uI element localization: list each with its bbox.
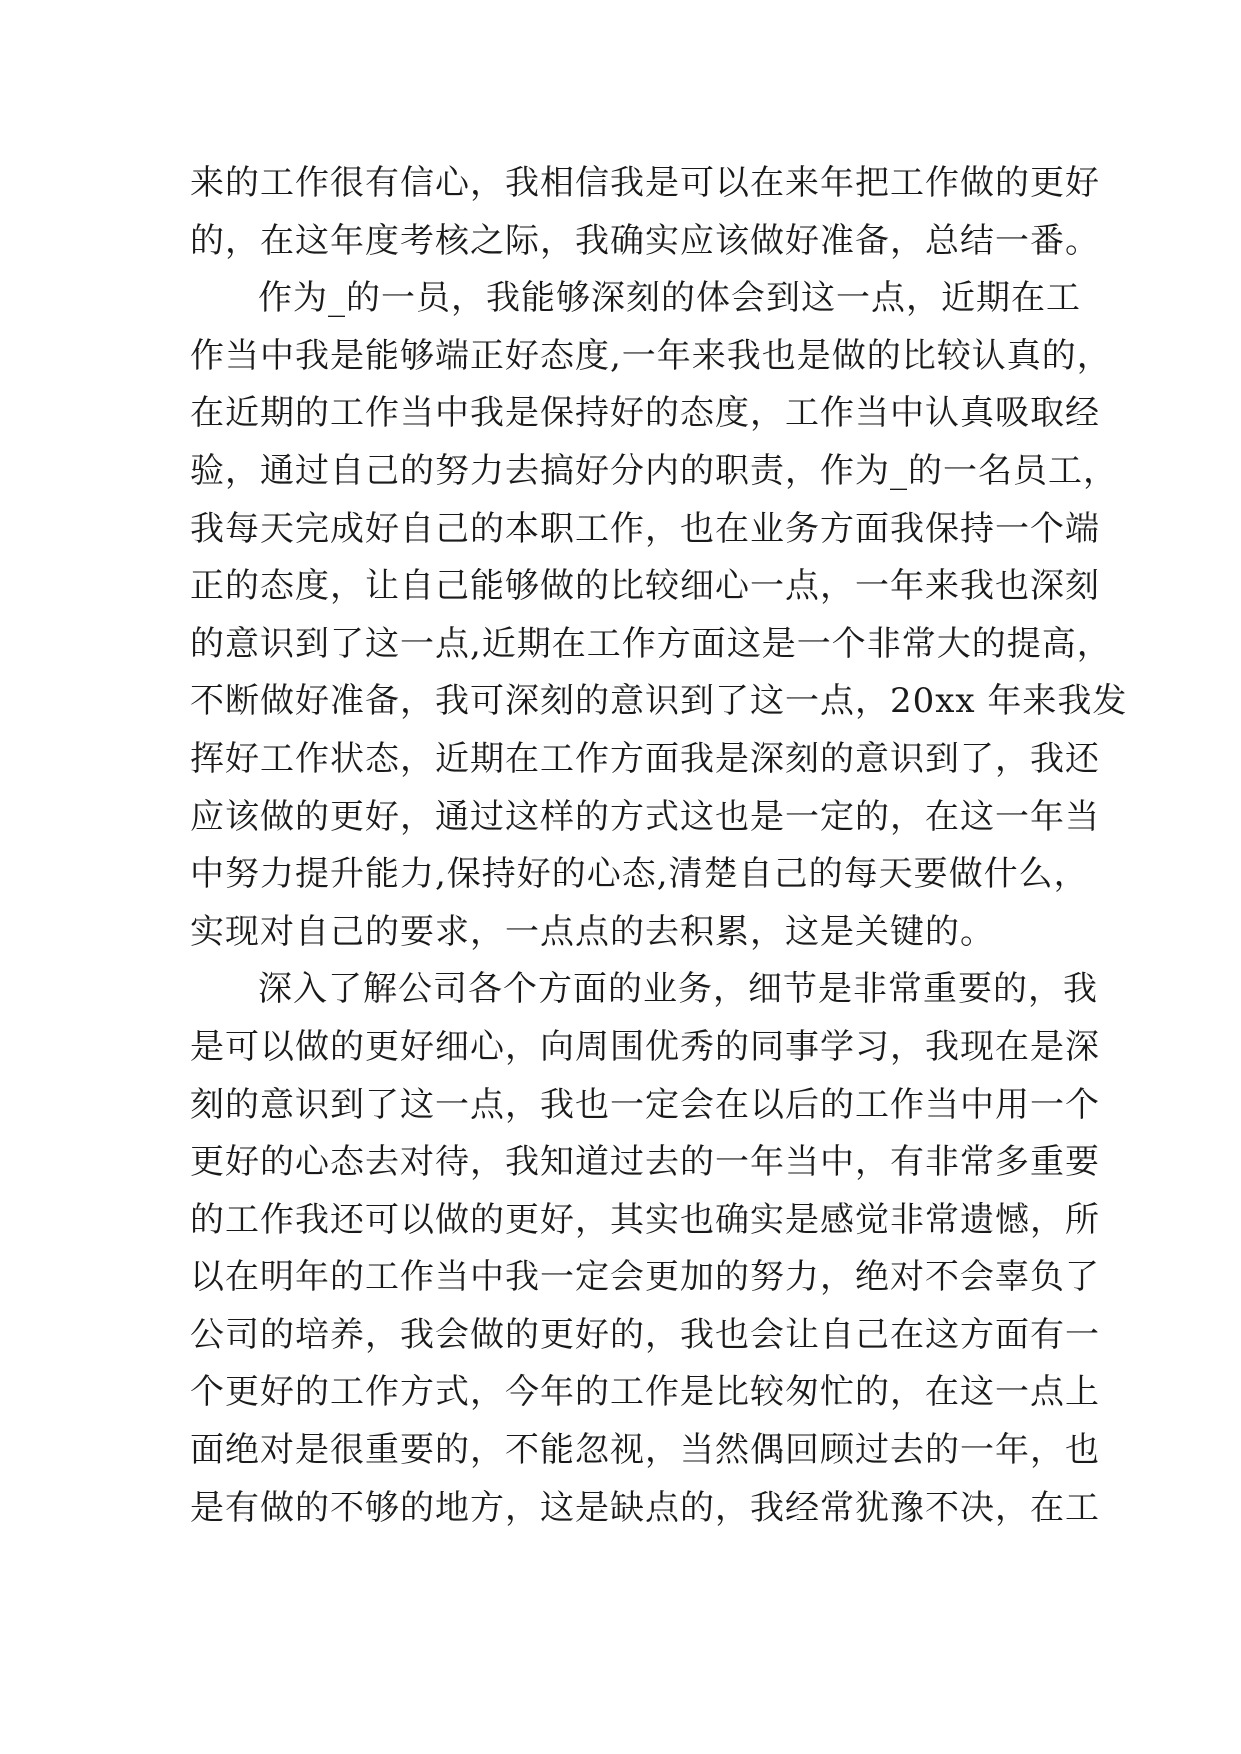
text-line: 不断做好准备，我可深刻的意识到了这一点，20xx 年来我发 <box>190 681 1128 722</box>
paragraph-3 <box>190 961 1100 1537</box>
text-line: 的意识到了这一点,近期在工作方面这是一个非常大的提高， <box>190 623 1112 664</box>
text-line: 的，在这年度考核之际，我确实应该做好准备，总结一番。 <box>190 220 1100 261</box>
text-line: 正的态度，让自己能够做的比较细心一点，一年来我也深刻 <box>190 566 1100 607</box>
text-line: 实现对自己的要求，一点点的去积累，这是关键的。 <box>190 911 995 952</box>
text-line: 深入了解公司各个方面的业务，细节是非常重要的，我 <box>258 969 1098 1010</box>
text-line: 应该做的更好，通过这样的方式这也是一定的，在这一年当 <box>190 796 1100 837</box>
text-line: 我每天完成好自己的本职工作，也在业务方面我保持一个端 <box>190 508 1100 549</box>
text-line: 更好的心态去对待，我知道过去的一年当中，有非常多重要 <box>190 1142 1100 1183</box>
body-text <box>190 155 1128 1537</box>
text-line: 在近期的工作当中我是保持好的态度，工作当中认真吸取经 <box>190 393 1100 434</box>
text-line: 个更好的工作方式，今年的工作是比较匆忙的，在这一点上 <box>190 1372 1100 1413</box>
text-line: 作当中我是能够端正好态度,一年来我也是做的比较认真的， <box>190 335 1112 376</box>
text-line: 刻的意识到了这一点，我也一定会在以后的工作当中用一个 <box>190 1084 1100 1125</box>
text-line: 面绝对是很重要的，不能忽视，当然偶回顾过去的一年，也 <box>190 1430 1100 1471</box>
text-line: 的工作我还可以做的更好，其实也确实是感觉非常遗憾，所 <box>190 1199 1100 1240</box>
text-line: 是有做的不够的地方，这是缺点的，我经常犹豫不决，在工 <box>190 1487 1100 1528</box>
text-line: 挥好工作状态，近期在工作方面我是深刻的意识到了，我还 <box>190 738 1100 779</box>
paragraph-2 <box>190 270 1128 961</box>
text-line: 中努力提升能力,保持好的心态,清楚自己的每天要做什么， <box>190 854 1089 895</box>
text-line: 作为_的一员，我能够深刻的体会到这一点，近期在工 <box>258 278 1081 319</box>
text-line: 公司的培养，我会做的更好的，我也会让自己在这方面有一 <box>190 1314 1100 1355</box>
text-line: 验，通过自己的努力去搞好分内的职责，作为_的一名员工， <box>190 450 1118 491</box>
text-line: 以在明年的工作当中我一定会更加的努力，绝对不会辜负了 <box>190 1257 1100 1298</box>
text-line: 来的工作很有信心，我相信我是可以在来年把工作做的更好 <box>190 163 1100 203</box>
text-line: 是可以做的更好细心，向周围优秀的同事学习，我现在是深 <box>190 1026 1100 1067</box>
paragraph-1 <box>190 155 1100 270</box>
